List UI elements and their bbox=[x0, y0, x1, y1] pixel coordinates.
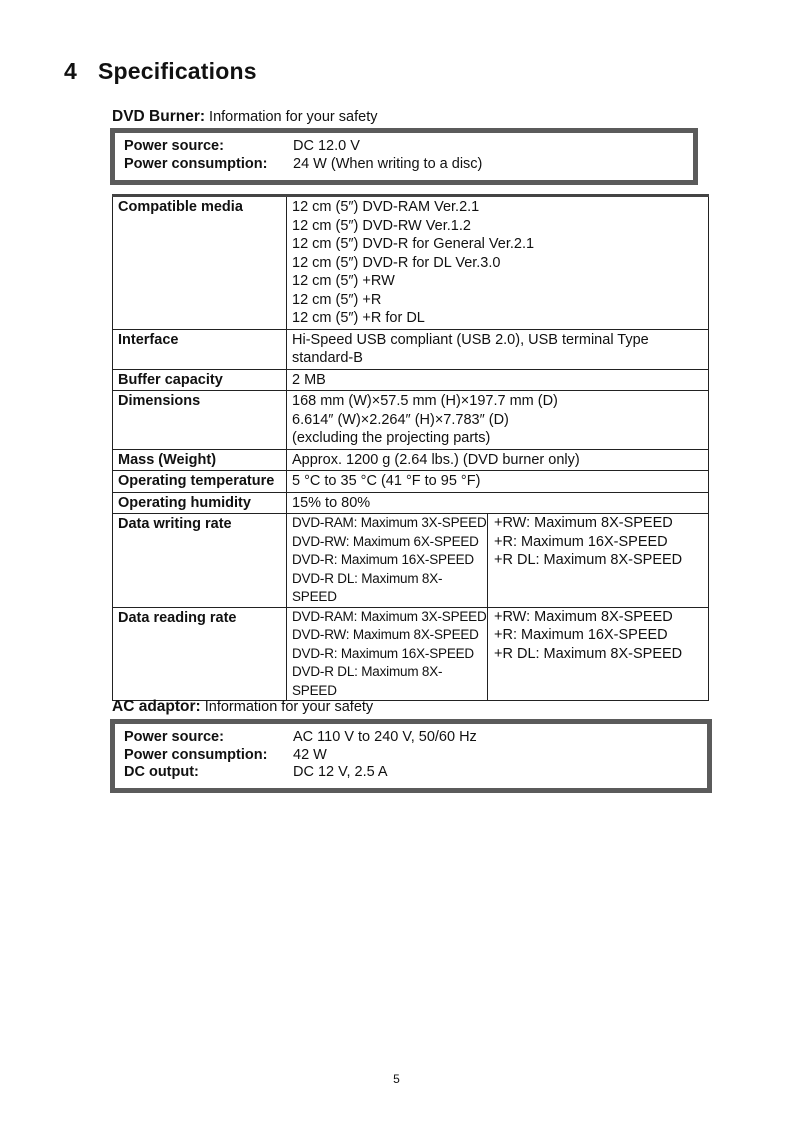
row-value bbox=[287, 196, 709, 330]
dvd-burner-safety-box bbox=[110, 128, 698, 185]
rate-line: DVD-RAM: Maximum 3X-SPEED bbox=[292, 608, 487, 624]
page-title bbox=[64, 58, 257, 85]
rate-line: DVD-RW: Maximum 6X-SPEED bbox=[292, 533, 479, 549]
value-line: 6.614″ (W)×2.264″ (H)×7.783″ (D) bbox=[292, 411, 509, 428]
rate-line: DVD-RAM: Maximum 3X-SPEED bbox=[292, 515, 487, 530]
value-line: 12 cm (5″) +RW bbox=[292, 273, 395, 289]
section-title: Specifications bbox=[98, 58, 257, 84]
rate-columns bbox=[287, 608, 708, 701]
dvd-burner-heading bbox=[112, 108, 377, 126]
dvd-burner-heading-rest: Information for your safety bbox=[205, 109, 378, 125]
value-line: (excluding the projecting parts) bbox=[292, 430, 491, 446]
row-value: 15% to 80% bbox=[287, 492, 709, 514]
plus-rates-column bbox=[488, 514, 682, 607]
ac-adaptor-safety-box bbox=[110, 719, 712, 793]
ac-adaptor-heading-rest: Information for your safety bbox=[200, 699, 374, 715]
row-value bbox=[287, 607, 709, 701]
ac-adaptor-heading bbox=[112, 698, 373, 716]
section-number: 4 bbox=[64, 58, 77, 84]
ac-adaptor-heading-bold: AC adaptor: bbox=[112, 698, 201, 715]
row-label: Operating temperature bbox=[113, 471, 287, 493]
value-line: 12 cm (5″) DVD-RAM Ver.2.1 bbox=[292, 199, 480, 215]
rate-columns bbox=[287, 514, 708, 607]
safety-label: Power source: bbox=[124, 729, 224, 745]
plus-rates-column bbox=[488, 608, 682, 701]
table-row bbox=[113, 471, 709, 493]
table-row bbox=[113, 514, 709, 608]
safety-row bbox=[124, 156, 693, 174]
row-value bbox=[287, 329, 709, 369]
row-label: Data writing rate bbox=[113, 514, 287, 608]
value-line: 12 cm (5″) +R for DL bbox=[292, 310, 425, 326]
safety-label: Power source: bbox=[124, 138, 224, 154]
value-line: 12 cm (5″) DVD-R for General Ver.2.1 bbox=[292, 236, 535, 252]
dvd-burner-heading-bold: DVD Burner: bbox=[112, 108, 206, 125]
table-row bbox=[113, 449, 709, 471]
safety-value: DC 12 V, 2.5 A bbox=[293, 764, 388, 780]
safety-row bbox=[124, 138, 693, 156]
spec-table bbox=[112, 194, 709, 701]
safety-row bbox=[124, 729, 707, 747]
row-value bbox=[287, 391, 709, 450]
rate-line: DVD-R: Maximum 16X-SPEED bbox=[292, 645, 474, 661]
row-value bbox=[287, 514, 709, 608]
table-row bbox=[113, 492, 709, 514]
row-label: Operating humidity bbox=[113, 492, 287, 514]
rate-line: +R: Maximum 16X-SPEED bbox=[494, 533, 668, 550]
dvd-rates-column bbox=[287, 514, 488, 607]
row-value: Approx. 1200 g (2.64 lbs.) (DVD burner only) bbox=[287, 449, 709, 471]
row-label: Dimensions bbox=[113, 391, 287, 450]
row-label: Data reading rate bbox=[113, 607, 287, 701]
rate-line: DVD-R: Maximum 16X-SPEED bbox=[292, 552, 474, 567]
row-value: 2 MB bbox=[287, 369, 709, 391]
rate-line: +R: Maximum 16X-SPEED bbox=[494, 627, 668, 643]
value-line: 12 cm (5″) +R bbox=[292, 291, 382, 308]
rate-line: DVD-RW: Maximum 8X-SPEED bbox=[292, 627, 479, 642]
safety-value: DC 12.0 V bbox=[293, 138, 360, 154]
safety-label: DC output: bbox=[124, 764, 199, 780]
safety-row bbox=[124, 747, 707, 765]
rate-line: +RW: Maximum 8X-SPEED bbox=[494, 515, 673, 531]
value-line: 12 cm (5″) DVD-RW Ver.1.2 bbox=[292, 217, 471, 234]
table-row bbox=[113, 607, 709, 701]
rate-line: +RW: Maximum 8X-SPEED bbox=[494, 608, 673, 625]
rate-line: DVD-R DL: Maximum 8X-SPEED bbox=[292, 664, 443, 698]
row-label: Interface bbox=[113, 329, 287, 369]
safety-value: AC 110 V to 240 V, 50/60 Hz bbox=[293, 729, 477, 745]
row-label: Buffer capacity bbox=[113, 369, 287, 391]
table-row bbox=[113, 329, 709, 369]
rate-line: DVD-R DL: Maximum 8X-SPEED bbox=[292, 570, 443, 604]
value-line: Hi-Speed USB compliant (USB 2.0), USB terminal Type bbox=[292, 331, 649, 348]
table-row bbox=[113, 369, 709, 391]
page-number: 5 bbox=[393, 1072, 400, 1086]
safety-row bbox=[124, 764, 707, 782]
safety-label: Power consumption: bbox=[124, 155, 268, 172]
table-row bbox=[113, 196, 709, 330]
safety-value: 24 W (When writing to a disc) bbox=[293, 155, 483, 172]
row-value: 5 °C to 35 °C (41 °F to 95 °F) bbox=[287, 471, 709, 493]
dvd-rates-column bbox=[287, 608, 488, 701]
rate-line: +R DL: Maximum 8X-SPEED bbox=[494, 552, 683, 568]
rate-line: +R DL: Maximum 8X-SPEED bbox=[494, 645, 683, 662]
value-line: standard-B bbox=[292, 350, 363, 366]
safety-label: Power consumption: bbox=[124, 746, 268, 763]
value-line: 12 cm (5″) DVD-R for DL Ver.3.0 bbox=[292, 254, 501, 271]
safety-value: 42 W bbox=[293, 746, 327, 763]
value-line: 168 mm (W)×57.5 mm (H)×197.7 mm (D) bbox=[292, 393, 558, 409]
row-label: Compatible media bbox=[113, 196, 287, 330]
table-row bbox=[113, 391, 709, 450]
row-label: Mass (Weight) bbox=[113, 449, 287, 471]
